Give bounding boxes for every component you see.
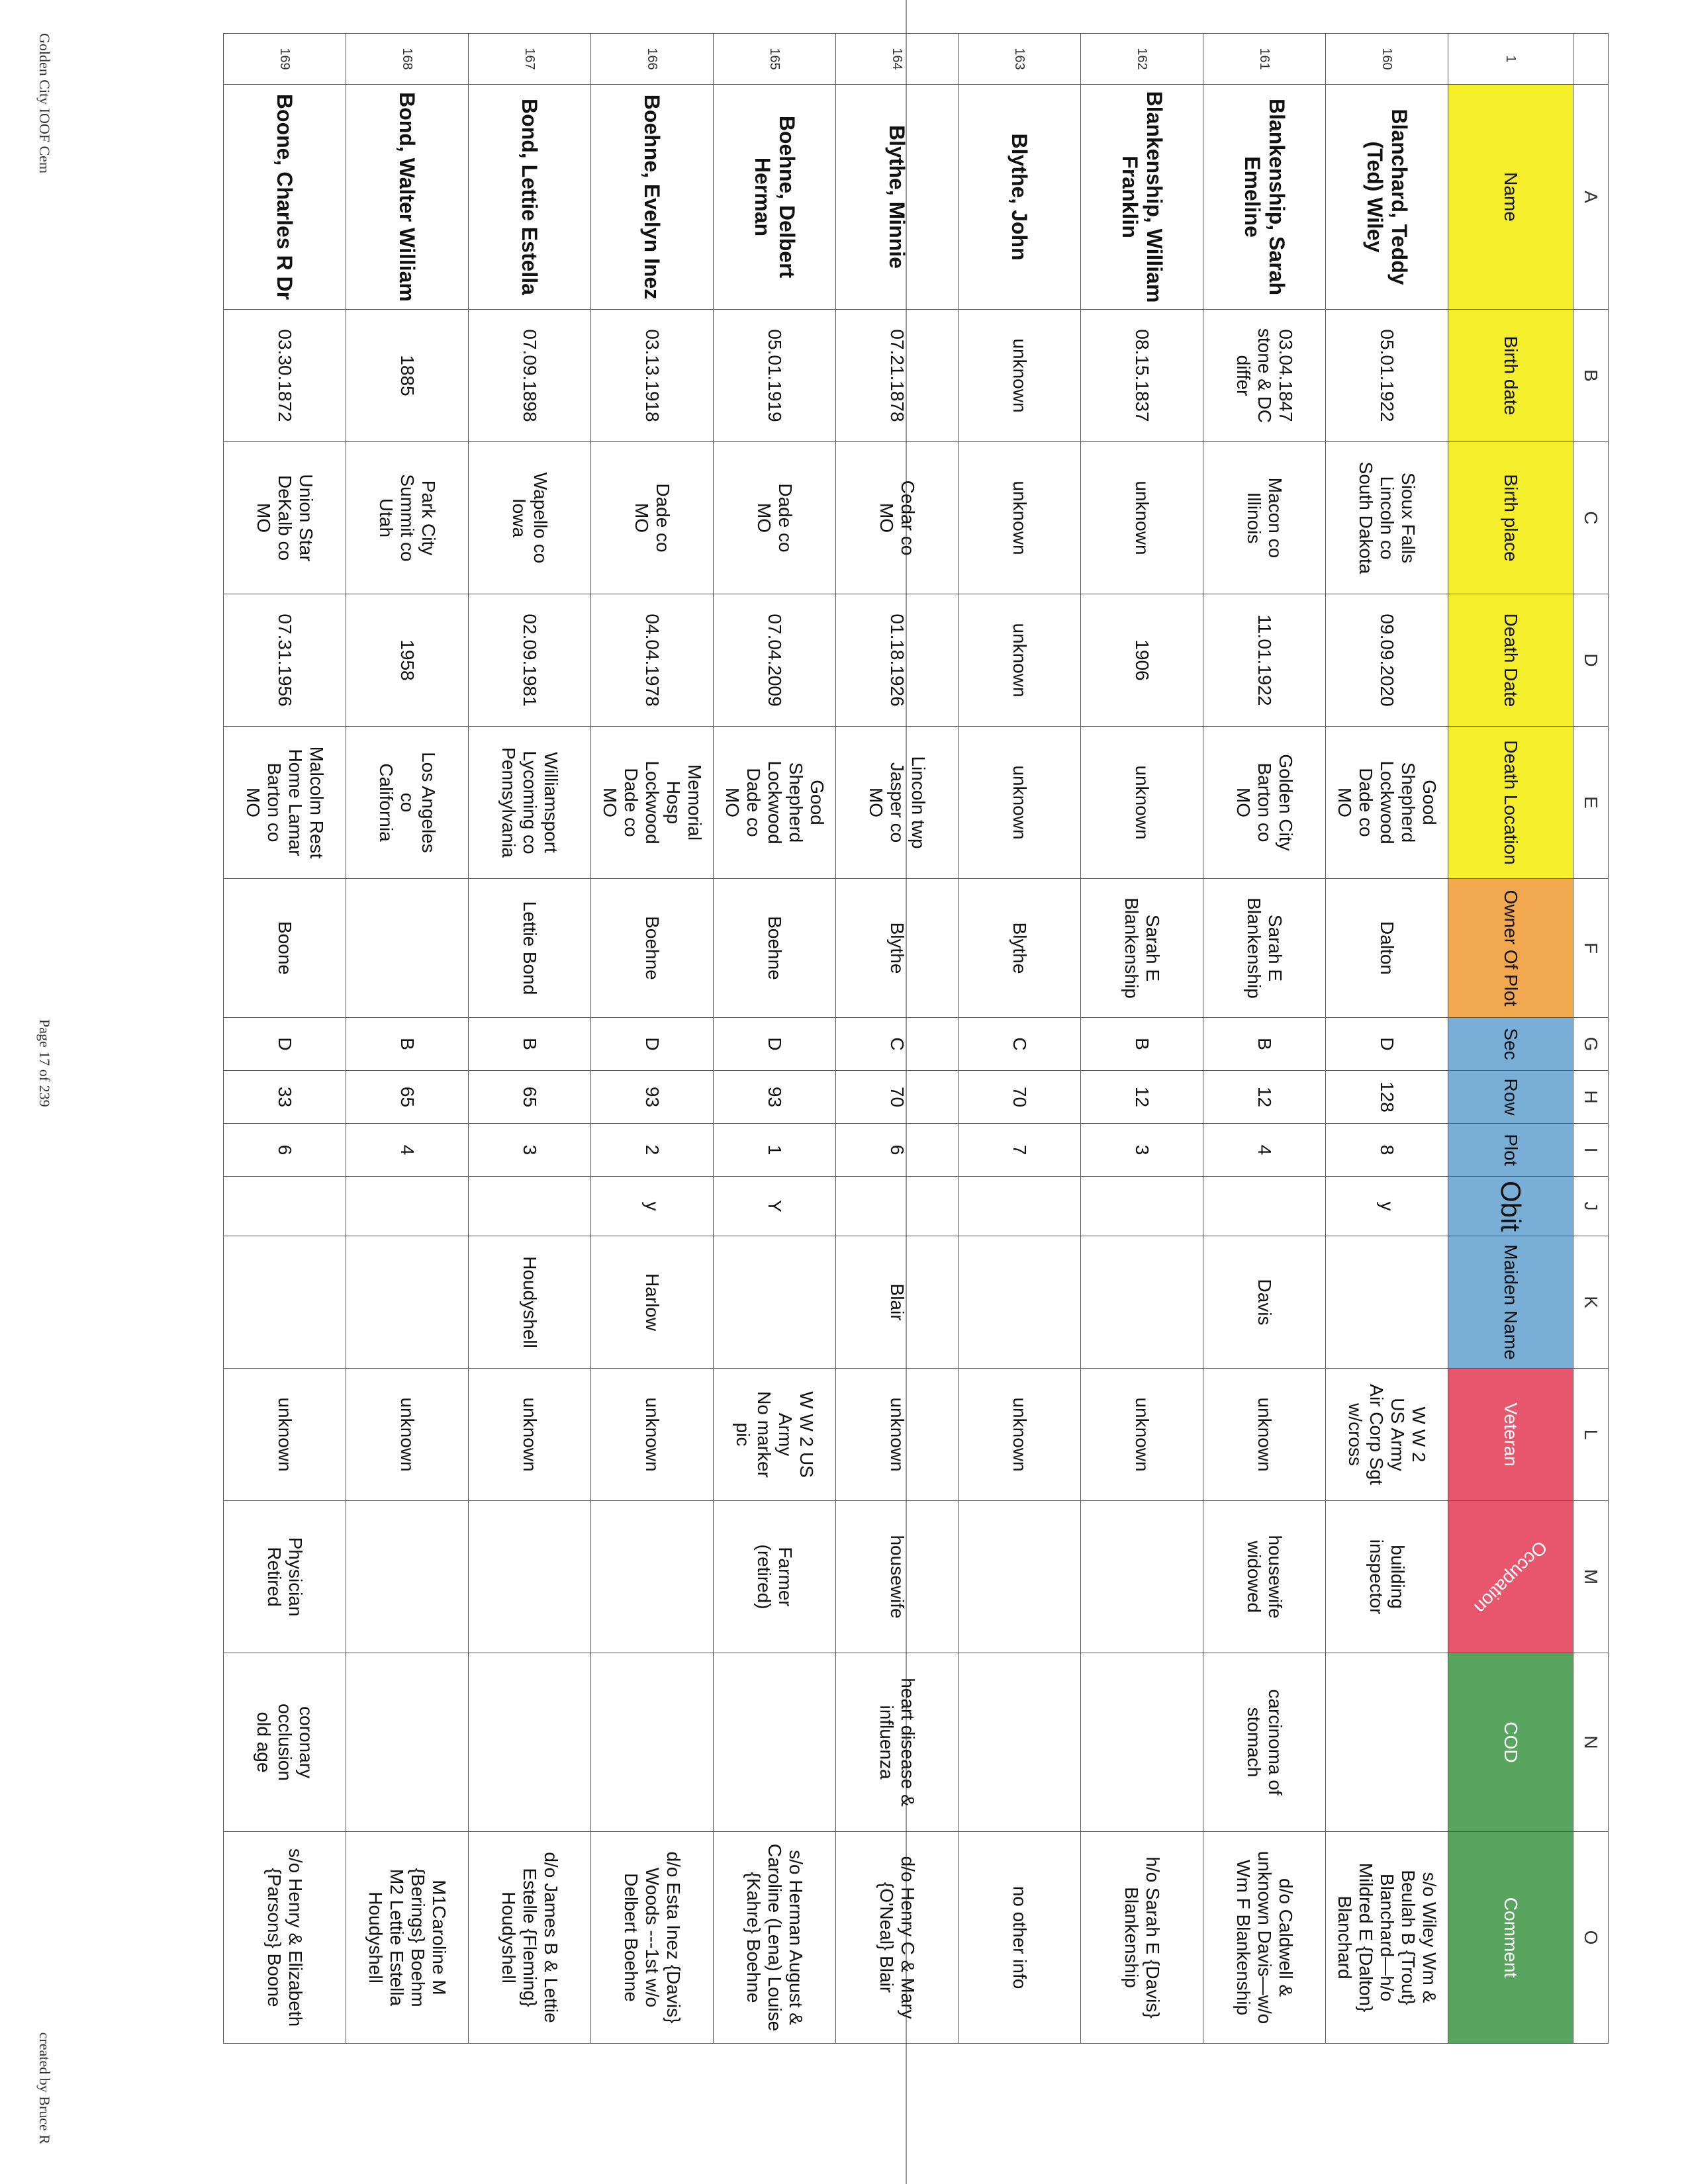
comment-cell: s/o Herman August & Caroline (Lena) Louise {Kahre} Boehne bbox=[714, 1832, 836, 2044]
sec-cell: B bbox=[346, 1018, 469, 1071]
comment-cell: s/o Henry & Elizabeth {Parsons} Boone bbox=[224, 1832, 346, 2044]
header-occupation-label: Occupation bbox=[1470, 1536, 1552, 1617]
sec-cell: B bbox=[1203, 1018, 1326, 1071]
row-cell: 93 bbox=[714, 1071, 836, 1124]
sec-cell: C bbox=[959, 1018, 1081, 1071]
table-row bbox=[469, 34, 591, 2044]
veteran-cell: unknown bbox=[836, 1369, 959, 1501]
birth-place-cell: Dade co MO bbox=[714, 442, 836, 594]
header-death-location: Death Location bbox=[1448, 727, 1573, 879]
row-number: 167 bbox=[469, 34, 591, 85]
name-cell: Blythe, Minnie bbox=[836, 85, 959, 310]
header-death-date: Death Date bbox=[1448, 594, 1573, 727]
plot-cell: 3 bbox=[469, 1124, 591, 1177]
row-number: 169 bbox=[224, 34, 346, 85]
plot-cell: 4 bbox=[346, 1124, 469, 1177]
sec-cell: B bbox=[1081, 1018, 1203, 1071]
maiden-name-cell bbox=[1081, 1236, 1203, 1369]
sec-cell: D bbox=[714, 1018, 836, 1071]
cod-cell bbox=[959, 1653, 1081, 1832]
death-location-cell: Malcolm Rest Home Lamar Barton co MO bbox=[224, 727, 346, 879]
header-owner-of-plot: Owner Of Plot bbox=[1448, 879, 1573, 1018]
column-letter: F bbox=[1573, 879, 1609, 1018]
header-occupation bbox=[1448, 1501, 1573, 1653]
death-location-cell: unknown bbox=[1081, 727, 1203, 879]
birth-place-cell: Macon co Illinois bbox=[1203, 442, 1326, 594]
header-birth-place: Birth place bbox=[1448, 442, 1573, 594]
column-letter: I bbox=[1573, 1124, 1609, 1177]
occupation-cell: housewife bbox=[836, 1501, 959, 1653]
maiden-name-cell: Houdyshell bbox=[469, 1236, 591, 1369]
plot-cell: 4 bbox=[1203, 1124, 1326, 1177]
column-letter: M bbox=[1573, 1501, 1609, 1653]
header-birth-date: Birth date bbox=[1448, 310, 1573, 442]
column-letter: O bbox=[1573, 1832, 1609, 2044]
header-maiden-name: Maiden Name bbox=[1448, 1236, 1573, 1369]
birth-date-cell: 08.15.1837 bbox=[1081, 310, 1203, 442]
occupation-cell: Physician Retired bbox=[224, 1501, 346, 1653]
occupation-cell: housewife widowed bbox=[1203, 1501, 1326, 1653]
table-row bbox=[1203, 34, 1326, 2044]
obit-cell bbox=[224, 1177, 346, 1236]
veteran-cell: unknown bbox=[1203, 1369, 1326, 1501]
cod-cell bbox=[346, 1653, 469, 1832]
row-cell: 128 bbox=[1326, 1071, 1448, 1124]
header-row bbox=[1448, 34, 1573, 2044]
cod-cell bbox=[469, 1653, 591, 1832]
cemetery-records-table bbox=[223, 33, 1609, 2044]
death-location-cell: Good Shepherd Lockwood Dade co MO bbox=[1326, 727, 1448, 879]
death-location-cell: Los Angeles co California bbox=[346, 727, 469, 879]
plot-cell: 2 bbox=[591, 1124, 714, 1177]
veteran-cell: unknown bbox=[591, 1369, 714, 1501]
birth-place-cell: Park City Summit co Utah bbox=[346, 442, 469, 594]
column-letter: N bbox=[1573, 1653, 1609, 1832]
column-letter: L bbox=[1573, 1369, 1609, 1501]
birth-date-cell: 03.30.1872 bbox=[224, 310, 346, 442]
header-obit: Obit bbox=[1448, 1177, 1573, 1236]
row-cell: 70 bbox=[959, 1071, 1081, 1124]
header-plot: Plot bbox=[1448, 1124, 1573, 1177]
death-date-cell: 09.09.2020 bbox=[1326, 594, 1448, 727]
owner-cell: Boehne bbox=[591, 879, 714, 1018]
obit-cell: y bbox=[591, 1177, 714, 1236]
row-cell: 70 bbox=[836, 1071, 959, 1124]
header-veteran: Veteran bbox=[1448, 1369, 1573, 1501]
birth-date-cell: 03.13.1918 bbox=[591, 310, 714, 442]
row-cell: 12 bbox=[1203, 1071, 1326, 1124]
owner-cell: Boone bbox=[224, 879, 346, 1018]
row-number: 160 bbox=[1326, 34, 1448, 85]
birth-place-cell: unknown bbox=[959, 442, 1081, 594]
header-sec: Sec bbox=[1448, 1018, 1573, 1071]
row-cell: 12 bbox=[1081, 1071, 1203, 1124]
owner-cell: Blythe bbox=[959, 879, 1081, 1018]
death-date-cell: 04.04.1978 bbox=[591, 594, 714, 727]
sec-cell: D bbox=[224, 1018, 346, 1071]
cod-cell bbox=[714, 1653, 836, 1832]
footer-left: Golden City IOOF Cem bbox=[36, 33, 53, 174]
owner-cell: Sarah E Blankenship bbox=[1081, 879, 1203, 1018]
veteran-cell: unknown bbox=[224, 1369, 346, 1501]
owner-cell: Dalton bbox=[1326, 879, 1448, 1018]
birth-date-cell: unknown bbox=[959, 310, 1081, 442]
name-cell: Bond, Lettie Estella bbox=[469, 85, 591, 310]
comment-cell: M1Caroline M {Berings} Boehm M2 Lettie Estella Houdyshell bbox=[346, 1832, 469, 2044]
column-letter: D bbox=[1573, 594, 1609, 727]
header-cod: COD bbox=[1448, 1653, 1573, 1832]
comment-cell: s/o Wiley Wm & Beulah B {Trout} Blanchard—h/o Mildred E {Dalton} Blanchard bbox=[1326, 1832, 1448, 2044]
cod-cell bbox=[1326, 1653, 1448, 1832]
name-cell: Bond, Walter William bbox=[346, 85, 469, 310]
occupation-cell bbox=[346, 1501, 469, 1653]
maiden-name-cell bbox=[1326, 1236, 1448, 1369]
comment-cell: d/o James B & Lettie Estelle {Fleming} Houdyshell bbox=[469, 1832, 591, 2044]
name-cell: Boehne, Evelyn Inez bbox=[591, 85, 714, 310]
column-letter: G bbox=[1573, 1018, 1609, 1071]
comment-cell: h/o Sarah E {Davis} Blankenship bbox=[1081, 1832, 1203, 2044]
death-date-cell: unknown bbox=[959, 594, 1081, 727]
birth-place-cell: Dade co MO bbox=[591, 442, 714, 594]
obit-cell bbox=[959, 1177, 1081, 1236]
birth-place-cell: Cedar co MO bbox=[836, 442, 959, 594]
maiden-name-cell: Davis bbox=[1203, 1236, 1326, 1369]
row-number: 166 bbox=[591, 34, 714, 85]
row-cell: 93 bbox=[591, 1071, 714, 1124]
cod-cell: carcinoma of stomach bbox=[1203, 1653, 1326, 1832]
maiden-name-cell bbox=[346, 1236, 469, 1369]
table-row bbox=[1081, 34, 1203, 2044]
corner-cell bbox=[1573, 34, 1609, 85]
plot-cell: 6 bbox=[224, 1124, 346, 1177]
birth-place-cell: Sioux Falls Lincoln co South Dakota bbox=[1326, 442, 1448, 594]
plot-cell: 7 bbox=[959, 1124, 1081, 1177]
birth-date-cell: 05.01.1922 bbox=[1326, 310, 1448, 442]
birth-place-cell: Wapello co Iowa bbox=[469, 442, 591, 594]
obit-cell bbox=[1081, 1177, 1203, 1236]
maiden-name-cell bbox=[959, 1236, 1081, 1369]
occupation-cell: building inspector bbox=[1326, 1501, 1448, 1653]
veteran-cell: unknown bbox=[346, 1369, 469, 1501]
table-row bbox=[346, 34, 469, 2044]
maiden-name-cell bbox=[224, 1236, 346, 1369]
name-cell: Boone, Charles R Dr bbox=[224, 85, 346, 310]
veteran-cell: unknown bbox=[469, 1369, 591, 1501]
header-comment: Comment bbox=[1448, 1832, 1573, 2044]
column-letter: C bbox=[1573, 442, 1609, 594]
obit-cell bbox=[469, 1177, 591, 1236]
owner-cell: Blythe bbox=[836, 879, 959, 1018]
veteran-cell: W W 2 US Army Air Corp Sgt w/cross bbox=[1326, 1369, 1448, 1501]
owner-cell bbox=[346, 879, 469, 1018]
occupation-cell bbox=[591, 1501, 714, 1653]
row-cell: 65 bbox=[469, 1071, 591, 1124]
table-row bbox=[714, 34, 836, 2044]
death-location-cell: unknown bbox=[959, 727, 1081, 879]
death-location-cell: Memorial Hosp Lockwood Dade co MO bbox=[591, 727, 714, 879]
comment-cell: d/o Esta Inez {Davis} Woods ---1st w/o Delbert Boehne bbox=[591, 1832, 714, 2044]
table-body bbox=[224, 34, 1448, 2044]
footer-right: created by Bruce R bbox=[36, 2032, 53, 2144]
name-cell: Blankenship, William Franklin bbox=[1081, 85, 1203, 310]
cod-cell bbox=[591, 1653, 714, 1832]
name-cell: Blythe, John bbox=[959, 85, 1081, 310]
death-date-cell: 11.01.1922 bbox=[1203, 594, 1326, 727]
comment-cell: no other info bbox=[959, 1832, 1081, 2044]
column-letter: E bbox=[1573, 727, 1609, 879]
obit-cell bbox=[346, 1177, 469, 1236]
column-letter-row bbox=[1573, 34, 1609, 2044]
death-date-cell: 07.31.1956 bbox=[224, 594, 346, 727]
row-number: 161 bbox=[1203, 34, 1326, 85]
death-location-cell: Williamsport Lycoming co Pennsylvania bbox=[469, 727, 591, 879]
row-cell: 33 bbox=[224, 1071, 346, 1124]
table-row bbox=[959, 34, 1081, 2044]
sec-cell: C bbox=[836, 1018, 959, 1071]
owner-cell: Boehne bbox=[714, 879, 836, 1018]
table-row bbox=[591, 34, 714, 2044]
name-cell: Boehne, Delbert Herman bbox=[714, 85, 836, 310]
owner-cell: Sarah E Blankenship bbox=[1203, 879, 1326, 1018]
comment-cell: d/o Caldwell & unknown Davis—w/o Wm F Blankenship bbox=[1203, 1832, 1326, 2044]
maiden-name-cell: Harlow bbox=[591, 1236, 714, 1369]
column-letter: J bbox=[1573, 1177, 1609, 1236]
obit-cell bbox=[836, 1177, 959, 1236]
plot-cell: 3 bbox=[1081, 1124, 1203, 1177]
death-date-cell: 1906 bbox=[1081, 594, 1203, 727]
row-number: 163 bbox=[959, 34, 1081, 85]
occupation-cell bbox=[1081, 1501, 1203, 1653]
sec-cell: D bbox=[591, 1018, 714, 1071]
comment-cell: d/o Henry C & Mary {O'Neal} Blair bbox=[836, 1832, 959, 2044]
veteran-cell: unknown bbox=[959, 1369, 1081, 1501]
column-letter: B bbox=[1573, 310, 1609, 442]
cod-cell: heart disease & influenza bbox=[836, 1653, 959, 1832]
row-number: 1 bbox=[1448, 34, 1573, 85]
table-row bbox=[836, 34, 959, 2044]
death-location-cell: Lincoln twp Jasper co MO bbox=[836, 727, 959, 879]
row-number: 165 bbox=[714, 34, 836, 85]
occupation-cell bbox=[959, 1501, 1081, 1653]
row-number: 168 bbox=[346, 34, 469, 85]
maiden-name-cell: Blair bbox=[836, 1236, 959, 1369]
obit-cell bbox=[1203, 1177, 1326, 1236]
name-cell: Blanchard, Teddy (Ted) Wiley bbox=[1326, 85, 1448, 310]
plot-cell: 8 bbox=[1326, 1124, 1448, 1177]
death-location-cell: Golden City Barton co MO bbox=[1203, 727, 1326, 879]
occupation-cell bbox=[469, 1501, 591, 1653]
column-letter: A bbox=[1573, 85, 1609, 310]
maiden-name-cell bbox=[714, 1236, 836, 1369]
cod-cell bbox=[1081, 1653, 1203, 1832]
birth-date-cell: 05.01.1919 bbox=[714, 310, 836, 442]
column-letter: K bbox=[1573, 1236, 1609, 1369]
name-cell: Blankenship, Sarah Emeline bbox=[1203, 85, 1326, 310]
table-row bbox=[1326, 34, 1448, 2044]
page-number: Page 17 of 239 bbox=[36, 1019, 53, 1107]
sec-cell: B bbox=[469, 1018, 591, 1071]
veteran-cell: unknown bbox=[1081, 1369, 1203, 1501]
birth-date-cell: 03.04.1847 stone & DC differ bbox=[1203, 310, 1326, 442]
birth-date-cell: 1885 bbox=[346, 310, 469, 442]
death-date-cell: 02.09.1981 bbox=[469, 594, 591, 727]
birth-place-cell: unknown bbox=[1081, 442, 1203, 594]
row-number: 162 bbox=[1081, 34, 1203, 85]
death-location-cell: Good Shepherd Lockwood Dade co MO bbox=[714, 727, 836, 879]
death-date-cell: 01.18.1926 bbox=[836, 594, 959, 727]
column-letter: H bbox=[1573, 1071, 1609, 1124]
cod-cell: coronary occlusion old age bbox=[224, 1653, 346, 1832]
header-row-col: Row bbox=[1448, 1071, 1573, 1124]
plot-cell: 1 bbox=[714, 1124, 836, 1177]
plot-cell: 6 bbox=[836, 1124, 959, 1177]
birth-date-cell: 07.21.1878 bbox=[836, 310, 959, 442]
header-name: Name bbox=[1448, 85, 1573, 310]
table-row bbox=[224, 34, 346, 2044]
death-date-cell: 1958 bbox=[346, 594, 469, 727]
row-number: 164 bbox=[836, 34, 959, 85]
occupation-cell: Farmer (retired) bbox=[714, 1501, 836, 1653]
veteran-cell: W W 2 US Army No marker pic bbox=[714, 1369, 836, 1501]
sec-cell: D bbox=[1326, 1018, 1448, 1071]
owner-cell: Lettie Bond bbox=[469, 879, 591, 1018]
obit-cell: Y bbox=[714, 1177, 836, 1236]
birth-place-cell: Union Star DeKalb co MO bbox=[224, 442, 346, 594]
death-date-cell: 07.04.2009 bbox=[714, 594, 836, 727]
obit-cell: y bbox=[1326, 1177, 1448, 1236]
birth-date-cell: 07.09.1898 bbox=[469, 310, 591, 442]
row-cell: 65 bbox=[346, 1071, 469, 1124]
